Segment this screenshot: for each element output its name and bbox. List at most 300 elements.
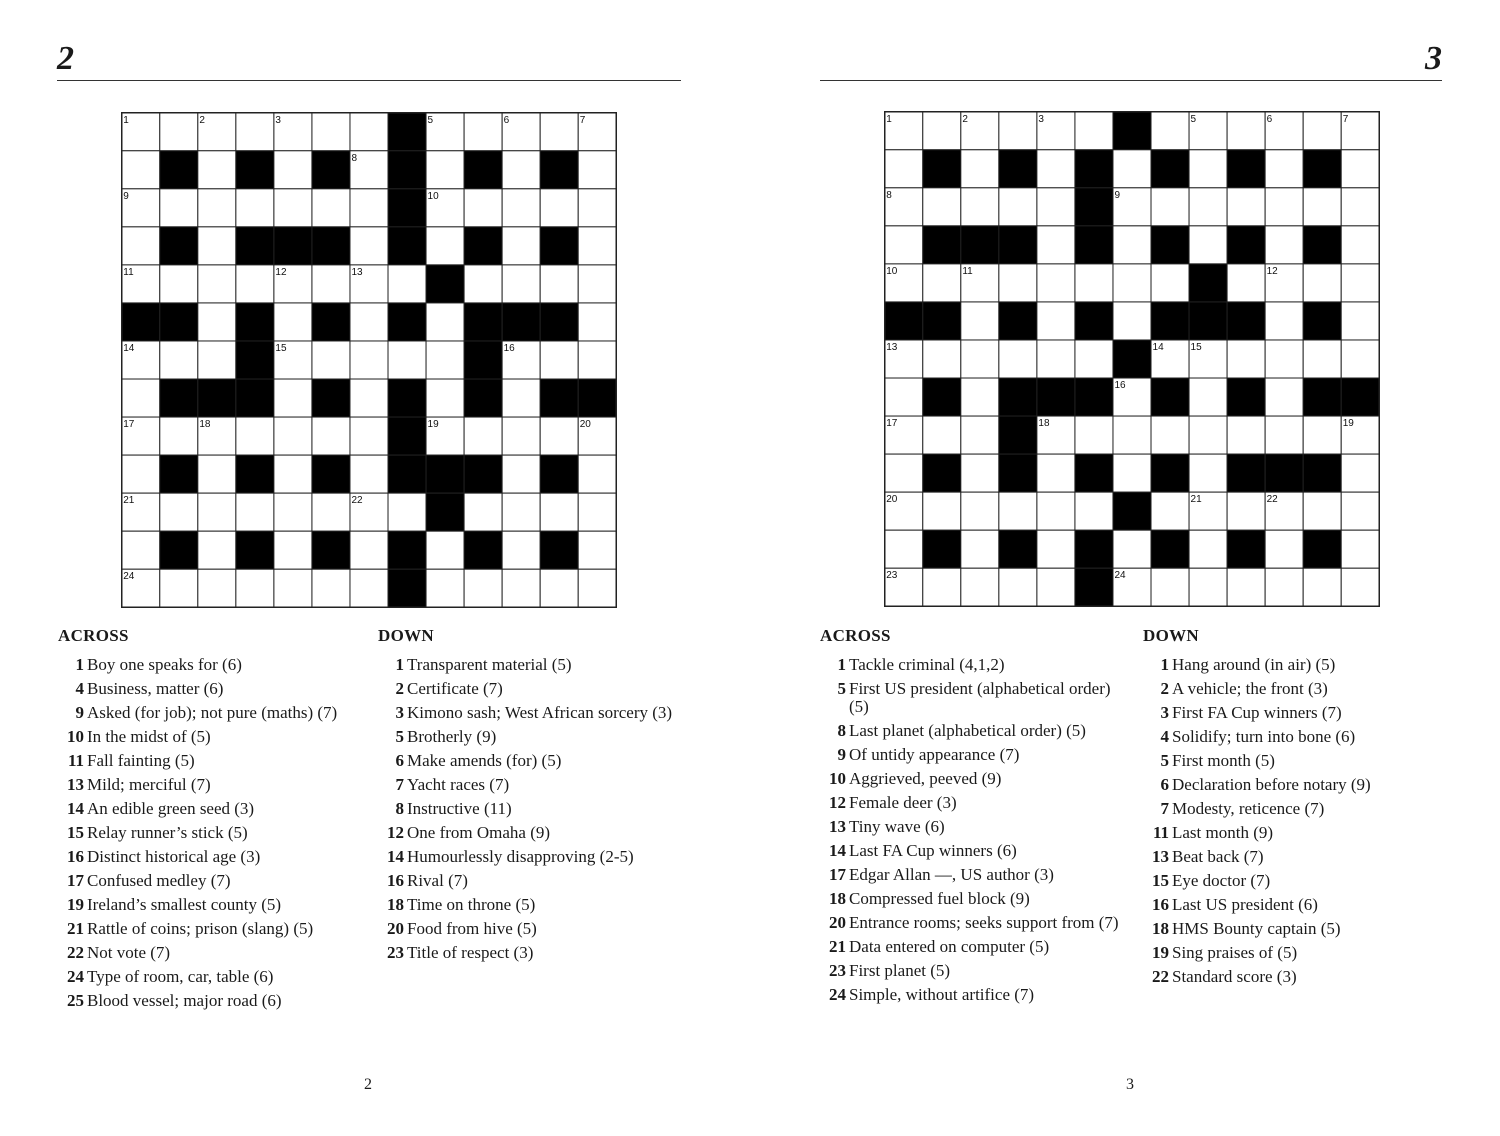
grid-cell[interactable] (464, 113, 502, 151)
black-square (999, 150, 1037, 188)
grid-cell[interactable] (1227, 492, 1265, 530)
grid-cell[interactable] (1037, 568, 1075, 606)
grid-cell[interactable] (236, 189, 274, 227)
grid-cell[interactable] (1037, 226, 1075, 264)
grid-cell[interactable] (1227, 340, 1265, 378)
grid-cell[interactable] (1341, 188, 1379, 226)
black-square (426, 455, 464, 493)
grid-cell[interactable] (464, 493, 502, 531)
grid-cell[interactable] (350, 341, 388, 379)
clue-text: Certificate (7) (407, 679, 503, 698)
grid-cell[interactable] (198, 303, 236, 341)
grid-cell[interactable] (1037, 150, 1075, 188)
clue-item (1143, 824, 1393, 842)
grid-cell[interactable] (236, 113, 274, 151)
grid-cell[interactable] (1189, 378, 1227, 416)
grid-cell[interactable] (540, 569, 578, 607)
grid-cell[interactable] (1037, 302, 1075, 340)
grid-cell[interactable] (350, 113, 388, 151)
clue-number: 7 (1160, 799, 1169, 818)
grid-cell[interactable] (1113, 530, 1151, 568)
grid-cell[interactable] (274, 493, 312, 531)
grid-cell[interactable] (578, 569, 616, 607)
grid-cell[interactable] (122, 531, 160, 569)
grid-cell[interactable] (961, 378, 999, 416)
grid-cell[interactable] (1189, 416, 1227, 454)
clue-number: 13 (67, 775, 84, 794)
grid-cell[interactable] (1113, 416, 1151, 454)
grid-cell[interactable] (1151, 264, 1189, 302)
grid-cell[interactable] (540, 493, 578, 531)
grid-cell[interactable] (1113, 264, 1151, 302)
grid-cell[interactable] (1303, 416, 1341, 454)
clue-text: Beat back (7) (1172, 847, 1264, 866)
grid-cell[interactable] (540, 341, 578, 379)
cell-number: 14 (1152, 341, 1164, 353)
black-square (1227, 150, 1265, 188)
black-square (1037, 378, 1075, 416)
grid-cell[interactable] (1265, 416, 1303, 454)
grid-cell[interactable] (1265, 188, 1303, 226)
clue-number: 19 (1152, 943, 1169, 962)
black-square (1303, 150, 1341, 188)
clue-number: 4 (75, 679, 84, 698)
grid-cell[interactable] (1037, 492, 1075, 530)
grid-cell[interactable] (1037, 188, 1075, 226)
grid-cell[interactable] (578, 151, 616, 189)
grid-cell[interactable] (923, 340, 961, 378)
grid-cell[interactable] (1113, 150, 1151, 188)
grid-cell[interactable] (198, 265, 236, 303)
grid-cell[interactable] (122, 455, 160, 493)
grid-cell[interactable] (312, 341, 350, 379)
grid-cell[interactable] (1075, 416, 1113, 454)
grid-cell[interactable] (1227, 264, 1265, 302)
clue-text: Confused medley (7) (87, 871, 231, 890)
grid-cell[interactable] (885, 454, 923, 492)
grid-cell[interactable] (961, 530, 999, 568)
black-square (1075, 226, 1113, 264)
clue-item (820, 962, 1120, 980)
clue-number: 17 (67, 871, 84, 890)
black-square (388, 379, 426, 417)
grid-cell[interactable] (464, 189, 502, 227)
grid-cell[interactable] (464, 569, 502, 607)
grid-cell[interactable] (426, 151, 464, 189)
black-square (160, 379, 198, 417)
grid-cell[interactable] (274, 189, 312, 227)
clue-item (378, 848, 688, 866)
clue-item (820, 938, 1120, 956)
clue-item (1143, 968, 1393, 986)
clue-number: 15 (67, 823, 84, 842)
grid-cell[interactable] (1189, 150, 1227, 188)
grid-cell[interactable] (350, 303, 388, 341)
grid-cell[interactable] (1341, 568, 1379, 606)
grid-cell[interactable] (1303, 568, 1341, 606)
grid-cell[interactable] (1075, 492, 1113, 530)
grid-cell[interactable] (1189, 568, 1227, 606)
grid-cell[interactable] (923, 188, 961, 226)
grid-cell[interactable] (160, 265, 198, 303)
grid-cell[interactable] (961, 454, 999, 492)
grid-cell[interactable] (160, 493, 198, 531)
clue-number: 7 (395, 775, 404, 794)
grid-cell[interactable] (312, 189, 350, 227)
grid-cell[interactable] (1341, 264, 1379, 302)
grid-cell[interactable] (885, 150, 923, 188)
grid-cell[interactable] (350, 569, 388, 607)
black-square (1151, 150, 1189, 188)
grid-cell[interactable] (1113, 302, 1151, 340)
grid-cell[interactable] (1113, 226, 1151, 264)
black-square (464, 531, 502, 569)
grid-cell[interactable] (274, 379, 312, 417)
grid-cell[interactable] (274, 531, 312, 569)
clue-text: Eye doctor (7) (1172, 871, 1271, 890)
clue-text: Female deer (3) (849, 793, 957, 812)
grid-cell[interactable] (160, 417, 198, 455)
clue-item (378, 680, 688, 698)
black-square (388, 303, 426, 341)
grid-cell[interactable] (350, 379, 388, 417)
black-square (388, 569, 426, 607)
grid-cell[interactable] (198, 151, 236, 189)
grid-cell[interactable] (502, 493, 540, 531)
clue-item (378, 704, 688, 722)
grid-cell[interactable] (578, 455, 616, 493)
grid-cell[interactable] (1341, 150, 1379, 188)
grid-cell[interactable] (578, 265, 616, 303)
grid-cell[interactable] (122, 227, 160, 265)
clue-text: Tiny wave (6) (849, 817, 945, 836)
grid-cell[interactable] (540, 417, 578, 455)
grid-cell[interactable] (1113, 454, 1151, 492)
black-square (540, 455, 578, 493)
clue-number: 9 (75, 703, 84, 722)
grid-cell[interactable] (1189, 530, 1227, 568)
grid-cell[interactable] (923, 568, 961, 606)
black-square (540, 379, 578, 417)
cell-number: 19 (427, 419, 439, 431)
grid-cell[interactable] (350, 417, 388, 455)
grid-cell[interactable] (274, 455, 312, 493)
grid-cell[interactable] (236, 417, 274, 455)
grid-cell[interactable] (160, 113, 198, 151)
grid-cell[interactable] (198, 569, 236, 607)
cell-number: 18 (199, 419, 211, 431)
grid-cell[interactable] (198, 341, 236, 379)
grid-cell[interactable] (160, 569, 198, 607)
grid-cell[interactable] (1189, 454, 1227, 492)
grid-cell[interactable] (1341, 492, 1379, 530)
grid-cell[interactable] (578, 493, 616, 531)
grid-cell[interactable] (502, 417, 540, 455)
clue-number: 10 (67, 727, 84, 746)
clue-item (58, 824, 358, 842)
grid-cell[interactable] (1265, 530, 1303, 568)
grid-cell[interactable] (961, 416, 999, 454)
grid-cell[interactable] (540, 113, 578, 151)
clue-number: 14 (387, 847, 404, 866)
black-square (388, 151, 426, 189)
grid-cell[interactable] (1341, 302, 1379, 340)
grid-cell[interactable] (923, 492, 961, 530)
grid-cell[interactable] (236, 493, 274, 531)
grid-cell[interactable] (999, 492, 1037, 530)
black-square (885, 302, 923, 340)
clue-text: Last month (9) (1172, 823, 1274, 842)
grid-cell[interactable] (350, 227, 388, 265)
black-square (160, 531, 198, 569)
grid-cell[interactable] (464, 417, 502, 455)
crossword-grid[interactable] (121, 112, 617, 608)
grid-cell[interactable] (1151, 568, 1189, 606)
clue-text: Food from hive (5) (407, 919, 537, 938)
black-square (999, 530, 1037, 568)
grid-cell[interactable] (236, 569, 274, 607)
grid-cell[interactable] (923, 416, 961, 454)
cell-number: 20 (886, 494, 898, 506)
grid-cell[interactable] (1265, 340, 1303, 378)
clue-text: Distinct historical age (3) (87, 847, 261, 866)
grid-cell[interactable] (502, 455, 540, 493)
clue-text: Asked (for job); not pure (maths) (7) (87, 703, 338, 722)
grid-cell[interactable] (1151, 416, 1189, 454)
grid-cell[interactable] (198, 455, 236, 493)
clue-text: Hang around (in air) (5) (1172, 655, 1336, 674)
grid-cell[interactable] (961, 340, 999, 378)
grid-cell[interactable] (1189, 226, 1227, 264)
clue-number: 3 (1160, 703, 1169, 722)
grid-cell[interactable] (961, 150, 999, 188)
crossword-grid-container (121, 112, 617, 608)
grid-cell[interactable] (160, 189, 198, 227)
grid-cell[interactable] (1265, 378, 1303, 416)
grid-cell[interactable] (540, 189, 578, 227)
grid-cell[interactable] (923, 264, 961, 302)
clue-item (378, 656, 688, 674)
grid-cell[interactable] (388, 341, 426, 379)
crossword-grid[interactable] (884, 111, 1380, 607)
grid-cell[interactable] (502, 569, 540, 607)
clue-item (58, 992, 358, 1010)
clue-number: 20 (829, 913, 846, 932)
grid-cell[interactable] (350, 455, 388, 493)
grid-cell[interactable] (999, 188, 1037, 226)
grid-cell[interactable] (274, 417, 312, 455)
clue-text: First planet (5) (849, 961, 951, 980)
clue-item (1143, 848, 1393, 866)
header-rule (820, 80, 1442, 81)
black-square (312, 303, 350, 341)
grid-cell[interactable] (236, 265, 274, 303)
grid-cell[interactable] (160, 341, 198, 379)
grid-cell[interactable] (198, 227, 236, 265)
cell-number: 23 (886, 570, 898, 582)
grid-cell[interactable] (1151, 112, 1189, 150)
grid-cell[interactable] (426, 531, 464, 569)
grid-cell[interactable] (502, 227, 540, 265)
black-square (236, 151, 274, 189)
grid-cell[interactable] (999, 340, 1037, 378)
grid-cell[interactable] (1075, 112, 1113, 150)
grid-cell[interactable] (1189, 188, 1227, 226)
grid-cell[interactable] (1227, 568, 1265, 606)
grid-cell[interactable] (1265, 226, 1303, 264)
clue-text: Aggrieved, peeved (9) (849, 769, 1002, 788)
grid-cell[interactable] (1037, 530, 1075, 568)
black-square (1227, 302, 1265, 340)
grid-cell[interactable] (426, 303, 464, 341)
grid-cell[interactable] (426, 227, 464, 265)
grid-cell[interactable] (312, 569, 350, 607)
grid-cell[interactable] (502, 151, 540, 189)
grid-cell[interactable] (1303, 188, 1341, 226)
grid-cell[interactable] (1151, 188, 1189, 226)
black-square (236, 455, 274, 493)
clue-item (378, 776, 688, 794)
grid-cell[interactable] (350, 189, 388, 227)
grid-cell[interactable] (1037, 454, 1075, 492)
grid-cell[interactable] (1265, 302, 1303, 340)
grid-cell[interactable] (312, 113, 350, 151)
black-square (999, 302, 1037, 340)
grid-cell[interactable] (540, 265, 578, 303)
grid-cell[interactable] (999, 568, 1037, 606)
grid-cell[interactable] (198, 531, 236, 569)
clue-number: 11 (1152, 823, 1169, 842)
grid-cell[interactable] (885, 226, 923, 264)
grid-cell[interactable] (1341, 226, 1379, 264)
grid-cell[interactable] (1303, 264, 1341, 302)
cell-number: 10 (427, 190, 439, 202)
grid-cell[interactable] (350, 531, 388, 569)
grid-cell[interactable] (1341, 454, 1379, 492)
grid-cell[interactable] (999, 112, 1037, 150)
grid-cell[interactable] (1227, 416, 1265, 454)
clue-number: 16 (1152, 895, 1169, 914)
grid-cell[interactable] (388, 265, 426, 303)
clue-item (378, 800, 688, 818)
grid-cell[interactable] (1075, 340, 1113, 378)
grid-cell[interactable] (1303, 340, 1341, 378)
grid-cell[interactable] (923, 112, 961, 150)
grid-cell[interactable] (122, 151, 160, 189)
clue-text: In the midst of (5) (87, 727, 211, 746)
cell-number: 7 (579, 114, 586, 126)
grid-cell[interactable] (198, 493, 236, 531)
clue-text: Of untidy appearance (7) (849, 745, 1020, 764)
grid-cell[interactable] (312, 493, 350, 531)
grid-cell[interactable] (122, 379, 160, 417)
cell-number: 19 (1342, 418, 1354, 430)
clue-number: 19 (67, 895, 84, 914)
grid-cell[interactable] (1227, 188, 1265, 226)
black-square (1113, 492, 1151, 530)
grid-cell[interactable] (502, 265, 540, 303)
grid-cell[interactable] (274, 569, 312, 607)
grid-cell[interactable] (578, 341, 616, 379)
grid-cell[interactable] (578, 531, 616, 569)
grid-cell[interactable] (1037, 264, 1075, 302)
grid-cell[interactable] (1341, 530, 1379, 568)
cell-number: 5 (1190, 113, 1197, 125)
clue-text: Last US president (6) (1172, 895, 1318, 914)
grid-cell[interactable] (578, 303, 616, 341)
grid-cell[interactable] (1227, 112, 1265, 150)
grid-cell[interactable] (502, 189, 540, 227)
clue-number: 5 (1160, 751, 1169, 770)
grid-cell[interactable] (426, 569, 464, 607)
clue-item (58, 896, 358, 914)
grid-cell[interactable] (1341, 340, 1379, 378)
grid-cell[interactable] (198, 189, 236, 227)
clue-number: 17 (829, 865, 846, 884)
grid-cell[interactable] (464, 265, 502, 303)
clue-text: Simple, without artifice (7) (849, 985, 1035, 1004)
black-square (1303, 302, 1341, 340)
grid-cell[interactable] (274, 151, 312, 189)
grid-cell[interactable] (578, 227, 616, 265)
grid-cell[interactable] (1075, 264, 1113, 302)
clue-text: Yacht races (7) (407, 775, 510, 794)
grid-cell[interactable] (312, 417, 350, 455)
grid-cell[interactable] (274, 303, 312, 341)
clue-item (58, 872, 358, 890)
black-square (426, 265, 464, 303)
grid-cell[interactable] (1303, 112, 1341, 150)
clue-item (1143, 776, 1393, 794)
grid-cell[interactable] (1265, 568, 1303, 606)
clue-item (378, 824, 688, 842)
grid-cell[interactable] (1037, 340, 1075, 378)
cell-number: 14 (123, 342, 135, 354)
black-square (502, 303, 540, 341)
cell-number: 1 (123, 114, 129, 126)
clue-item (820, 770, 1120, 788)
grid-cell[interactable] (1303, 492, 1341, 530)
black-square (1075, 568, 1113, 606)
grid-cell[interactable] (502, 379, 540, 417)
clue-item (820, 746, 1120, 764)
black-square (1151, 530, 1189, 568)
black-square (312, 151, 350, 189)
grid-cell[interactable] (1265, 150, 1303, 188)
grid-cell[interactable] (1151, 492, 1189, 530)
clue-number: 8 (837, 721, 846, 740)
grid-cell[interactable] (426, 341, 464, 379)
grid-cell[interactable] (961, 302, 999, 340)
clue-number: 21 (67, 919, 84, 938)
down-heading: DOWN (378, 626, 434, 645)
grid-cell[interactable] (961, 568, 999, 606)
grid-cell[interactable] (999, 264, 1037, 302)
black-square (540, 151, 578, 189)
grid-cell[interactable] (426, 379, 464, 417)
grid-cell[interactable] (312, 265, 350, 303)
grid-cell[interactable] (388, 493, 426, 531)
grid-cell[interactable] (502, 531, 540, 569)
grid-cell[interactable] (885, 378, 923, 416)
grid-cell[interactable] (961, 492, 999, 530)
grid-cell[interactable] (885, 530, 923, 568)
across-clues (58, 626, 358, 1016)
grid-cell[interactable] (961, 188, 999, 226)
grid-cell[interactable] (578, 189, 616, 227)
cell-number: 9 (123, 190, 129, 202)
cell-number: 18 (1038, 418, 1050, 430)
